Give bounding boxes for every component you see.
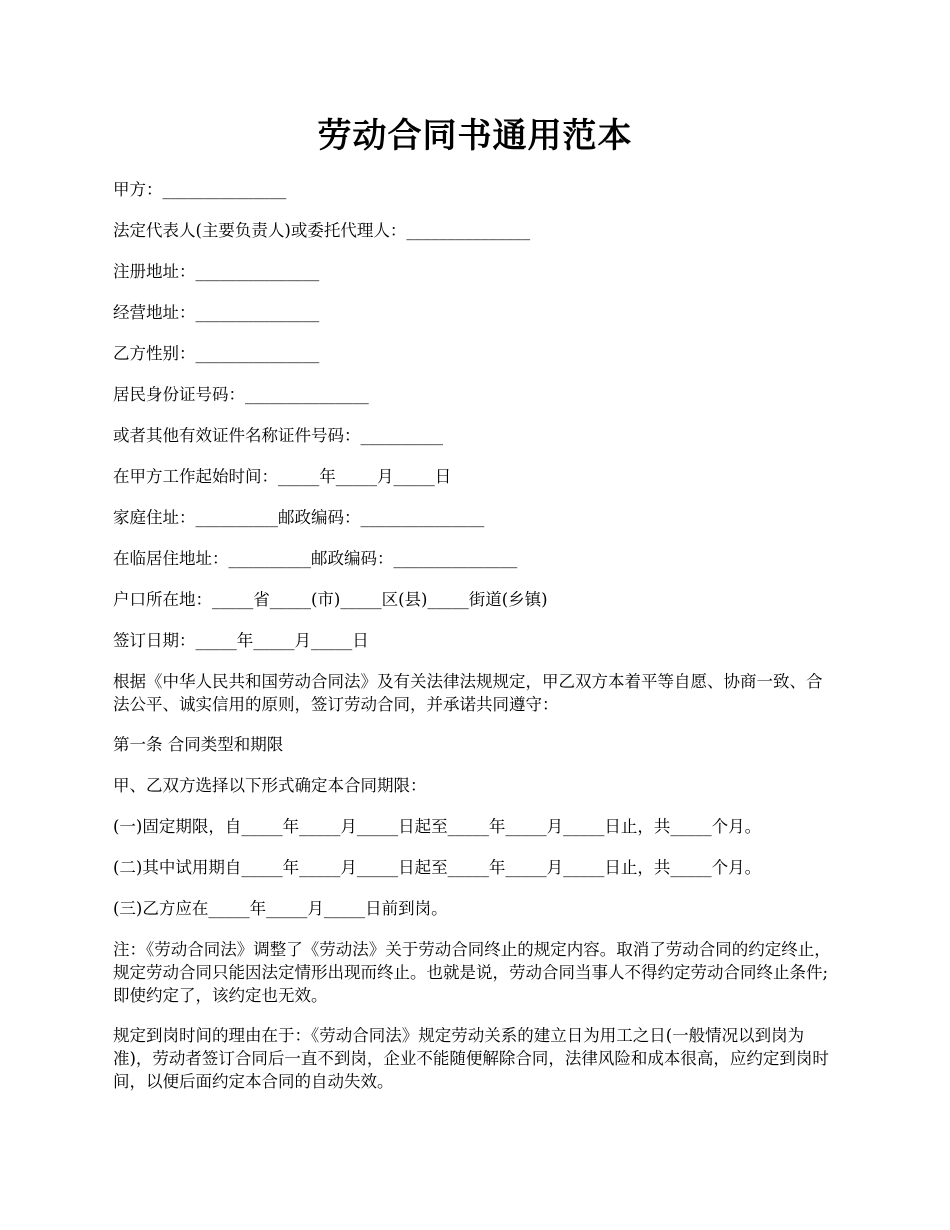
- field-start-date: 在甲方工作起始时间：_____年_____月_____日: [113, 467, 452, 486]
- article-1-intro: 甲、乙双方选择以下形式确定本合同期限：: [113, 776, 427, 795]
- field-other-id: 或者其他有效证件名称证件号码：__________: [113, 426, 443, 445]
- article-1-heading: 第一条 合同类型和期限: [113, 735, 284, 754]
- document-body: [113, 178, 838, 1110]
- field-temp-address: 在临居住地址：__________邮政编码：_______________: [113, 549, 518, 568]
- term-fixed: (一)固定期限，自_____年_____月_____日起至_____年_____月_____日止，共_____个月。: [113, 817, 762, 836]
- term-probation: (二)其中试用期自_____年_____月_____日起至_____年_____月_____日止，共_____个月。: [113, 858, 762, 877]
- field-id-number: 居民身份证号码：_______________: [113, 385, 369, 404]
- field-household-registration: 户口所在地：_____省_____(市)_____区(县)_____街道(乡镇): [113, 590, 548, 609]
- preamble-paragraph: 根据《中华人民共和国劳动合同法》及有关法律法规规定，甲乙双方本着平等自愿、协商一致、合法公平、诚实信用的原则，签订劳动合同，并承诺共同遵守：: [113, 672, 823, 714]
- document-title: 劳动合同书通用范本: [317, 116, 633, 156]
- field-party-b-gender: 乙方性别：_______________: [113, 344, 320, 363]
- field-party-a: 甲方：_______________: [113, 180, 287, 199]
- reason-paragraph: 规定到岗时间的理由在于：《劳动合同法》规定劳动关系的建立日为用工之日(一般情况以到岗为准)，劳动者签订合同后一直不到岗，企业不能随便解除合同，法律风险和成本很高，应约定到岗时间，以便后面约定本合同的自动失效。: [113, 1026, 829, 1091]
- note-paragraph: 注：《劳动合同法》调整了《劳动法》关于劳动合同终止的规定内容。取消了劳动合同的约定终止，规定劳动合同只能因法定情形出现而终止。也就是说，劳动合同当事人不得约定劳动合同终止条件;即使约定了，该约定也无效。: [113, 940, 831, 1005]
- field-signing-date: 签订日期：_____年_____月_____日: [113, 631, 369, 650]
- term-start-work: (三)乙方应在_____年_____月_____日前到岗。: [113, 899, 448, 918]
- field-legal-representative: 法定代表人(主要负责人)或委托代理人：_______________: [113, 221, 531, 240]
- field-home-address: 家庭住址：__________邮政编码：_______________: [113, 508, 485, 527]
- field-registered-address: 注册地址：_______________: [113, 262, 320, 281]
- field-business-address: 经营地址：_______________: [113, 303, 320, 322]
